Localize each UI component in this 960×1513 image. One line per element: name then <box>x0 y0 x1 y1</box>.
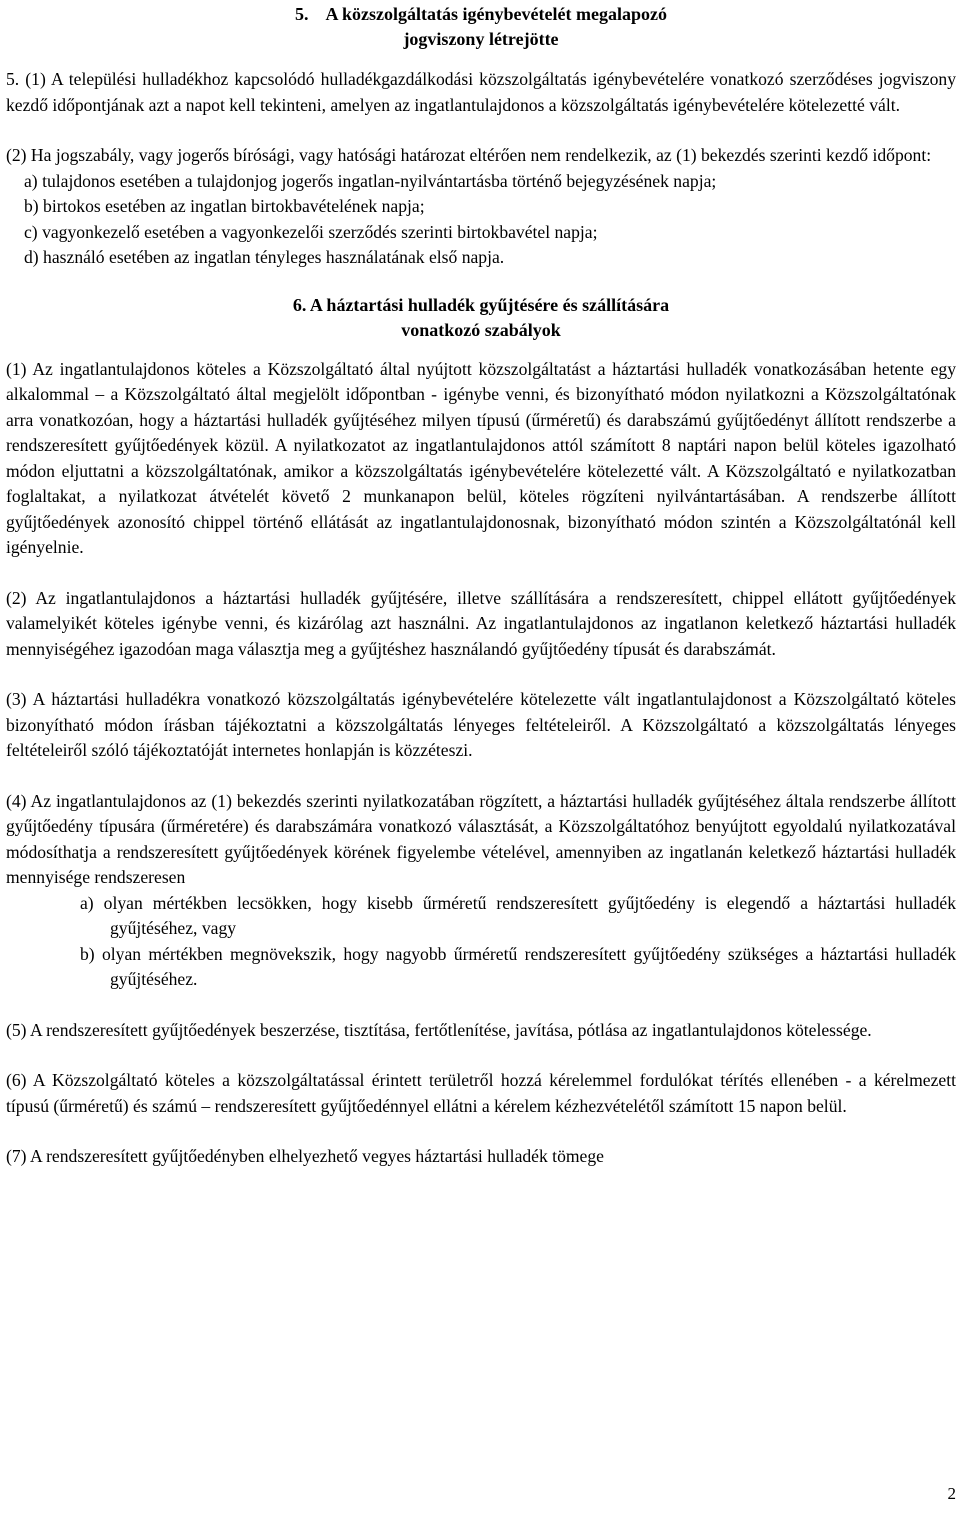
section-5-list-item-b: b) birtokos esetében az ingatlan birtokbavételének napja; <box>24 196 425 216</box>
section-5-list-item-c: c) vagyonkezelő esetében a vagyonkezelői szerződés szerinti birtokbavétel napja; <box>24 221 598 242</box>
section-5-heading-line2: jogviszony létrejötte <box>403 29 559 49</box>
section-5-heading <box>6 2 956 52</box>
section-6-paragraph-7: (7) A rendszeresített gyűjtőedényben elhelyezhető vegyes háztartási hulladék tömege <box>6 1146 604 1166</box>
section-6-p4-list-item-b: b) olyan mértékben megnövekszik, hogy nagyobb űrméretű rendszeresített gyűjtőedény szükséges a háztartási hulladék gyűjtéséhez. <box>80 943 956 989</box>
section-6-paragraph-3: (3) A háztartási hulladékra vonatkozó közszolgáltatás igénybevételére kötelezette vált ingatlantulajdonost a Közszolgáltató köteles bizonyítható módon írásban tájékoztatni a közszolgáltatás lényeges feltételeiről. A Közszolgáltató a közszolgáltatás lényeges feltételeiről szóló tájékoztatóját internetes honlapján is közzéteszi. <box>6 689 956 760</box>
page-number: 2 <box>947 1484 956 1503</box>
section-5-heading-number: 5. <box>295 4 309 24</box>
section-6-paragraph-4: (4) Az ingatlantulajdonos az (1) bekezdés szerinti nyilatkozatában rögzített, a háztartási hulladék gyűjtéséhez általa rendszerbe állított gyűjtőedény típusára (űrméretére) és darabszámára vonatkozó választását, a Közszolgáltatóhoz benyújtott egyoldalú nyilatkozatával módosíthatja a rendszeresített gyűjtőedények körének figyelembe vételével, amennyiben az ingatlanán keletkező háztartási hulladék mennyisége rendszeresen <box>6 790 956 887</box>
section-5-list-item-a: a) tulajdonos esetében a tulajdonjog jogerős ingatlan-nyilvántartásba történő bejegyzésének napja; <box>24 170 717 191</box>
section-6-paragraph-2: (2) Az ingatlantulajdonos a háztartási hulladék gyűjtésére, illetve szállítására a rendszeresített, chippel ellátott gyűjtőedények valamelyikét köteles igénybe venni, és kizárólag azt használni. Az ingatlantulajdonos az ingatlanon keletkező háztartási hulladék mennyiségéhez igazodóan maga választja meg a gyűjtéshez használandó gyűjtőedény típusát és darabszámát. <box>6 587 956 659</box>
section-6-heading <box>6 293 956 343</box>
section-5-heading-line1: A közszolgáltatás igénybevételét megalapozó <box>325 4 667 24</box>
section-5-list-item-d: d) használó esetében az ingatlan tényleges használatának első napja. <box>24 247 505 267</box>
section-5-paragraph-1: 5. (1) A települési hulladékhoz kapcsolódó hulladékgazdálkodási közszolgáltatás igénybevételére vonatkozó szerződéses jogviszony kezdő időpontjának azt a napot kell tekinteni, amelyen az ingatlantulajdonos a közszolgáltatás igénybevételére kötelezetté vált. <box>6 69 956 115</box>
section-6-paragraph-1: (1) Az ingatlantulajdonos köteles a Közszolgáltató által nyújtott közszolgáltatást a háztartási hulladék vonatkozásában hetente egy alkalommal – a Közszolgáltató által megjelölt időpontban - igénybe venni, és bizonyítható módon nyilatkozni a Közszolgáltatónak arra vonatkozóan, hogy a háztartási hulladék gyűjtéséhez milyen típusú (űrméretű) és darabszámú gyűjtőedényt állított rendszerbe a rendszeresített gyűjtőedények közül. A nyilatkozatot az ingatlantulajdonos attól számított 8 naptári napon belül köteles igazolható módon eljuttatni a közszolgáltatónak, amikor a közszolgáltatás igénybevételére kötelezetté vált. A Közszolgáltató e nyilatkozatban foglaltakat, a nyilatkozat átvételét követő 2 munkanapon belül, köteles rögzíteni nyilvántartásában. A rendszerbe állított gyűjtőedények azonosító chippel történő ellátását az ingatlantulajdonosnak, bizonyítható módon szintén a Közszolgáltatónál kell igényelnie. <box>6 358 956 557</box>
section-5-paragraph-2: (2) Ha jogszabály, vagy jogerős bírósági, vagy hatósági határozat eltérően nem rendelkezik, az (1) bekezdés szerinti kezdő időpont: <box>6 145 932 165</box>
section-6-heading-line2: vonatkozó szabályok <box>401 319 561 340</box>
section-6-paragraph-5: (5) A rendszeresített gyűjtőedények beszerzése, tisztítása, fertőtlenítése, javítása, pótlása az ingatlantulajdonos kötelessége. <box>6 1019 872 1040</box>
section-6-heading-line1: 6. A háztartási hulladék gyűjtésére és szállítására <box>292 294 670 315</box>
document-page <box>6 0 956 1170</box>
section-6-p4-list-item-a: a) olyan mértékben lecsökken, hogy kisebb űrméretű rendszeresített gyűjtőedény is elegendő a háztartási hulladék gyűjtéséhez, vagy <box>80 892 956 938</box>
section-6-paragraph-6: (6) A Közszolgáltató köteles a közszolgáltatással érintett területről hozzá kérelemmel fordulókat térítés ellenében - a kérelmezett típusú (űrméretű) és számú – rendszeresített gyűjtőedénnyel ellátni a kérelem kézhezvételétől számított 15 napon belül. <box>6 1070 956 1116</box>
